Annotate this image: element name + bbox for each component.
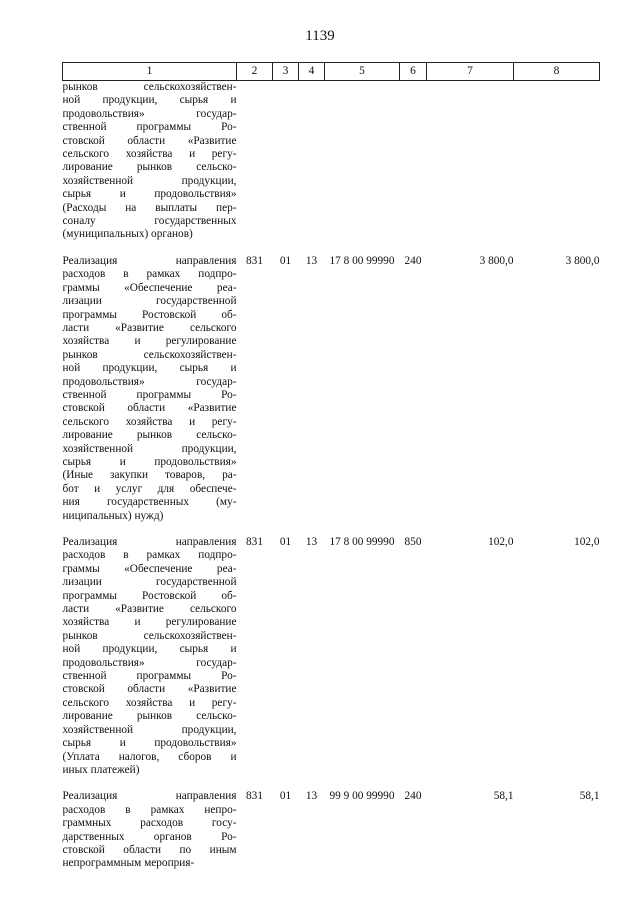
description-line: ственной программы Ро-: [62, 121, 237, 134]
description-line: продовольствия» государ-: [62, 375, 237, 388]
column-header: 1: [63, 63, 237, 81]
row-description: [63, 255, 237, 523]
description-line: ния государственных (му-: [62, 496, 237, 509]
description-line: сырья и продовольствия»: [62, 737, 237, 750]
description-line: лирование рынков сельско-: [62, 161, 237, 174]
row-spacer: [63, 523, 600, 536]
cell-col4: 13: [305, 790, 318, 803]
description-line: ной продукции, сырья и: [62, 362, 237, 375]
description-line: (муниципальных) органов): [62, 228, 193, 241]
table-row: [63, 255, 600, 523]
description-line: расходов в рамках подпро-: [62, 268, 237, 281]
column-header: 4: [299, 63, 325, 81]
cell-col5: [325, 81, 400, 242]
cell-col8: 3 800,0: [565, 254, 600, 267]
description-line: иных платежей): [62, 763, 140, 776]
cell-col4: 13: [305, 254, 318, 267]
row-description: [63, 81, 237, 242]
description-line: сельского хозяйства и регу-: [62, 696, 237, 709]
cell-col3: [273, 81, 299, 242]
cell-col3: 01: [279, 254, 292, 267]
column-header: 2: [237, 63, 273, 81]
description-line: продовольствия» государ-: [62, 656, 237, 669]
description-line: лизации государственной: [62, 576, 237, 589]
description-line: сырья и продовольствия»: [62, 455, 237, 468]
description-line: стовской области «Развитие: [62, 402, 237, 415]
column-header: 3: [273, 63, 299, 81]
description-line: ниципальных) нужд): [62, 509, 164, 522]
description-line: хозяйственной продукции,: [62, 723, 237, 736]
cell-col6: [400, 81, 427, 242]
description-line: Реализация направления: [62, 536, 237, 548]
column-header: 6: [400, 63, 427, 81]
description-line: ной продукции, сырья и: [62, 643, 237, 656]
description-line: продовольствия» государ-: [62, 107, 237, 120]
budget-table: [62, 62, 600, 871]
row-spacer: [63, 242, 600, 255]
cell-col8: 102,0: [574, 536, 600, 548]
description-line: ной продукции, сырья и: [62, 94, 237, 107]
row-description: [63, 536, 237, 777]
cell-col2: 831: [246, 536, 263, 548]
cell-col6: 240: [404, 254, 422, 267]
description-line: сырья и продовольствия»: [62, 188, 237, 201]
cell-col3: 01: [279, 536, 292, 548]
column-header: 8: [514, 63, 600, 81]
row-spacer-cell: [63, 777, 600, 790]
description-line: непрограммным мероприя-: [62, 857, 195, 870]
row-description: [63, 790, 237, 870]
cell-col7: [427, 81, 514, 242]
description-line: рынков сельскохозяйствен-: [62, 348, 237, 361]
page-number: 1139: [305, 28, 335, 44]
description-line: хозяйства и регулирование: [62, 335, 237, 348]
description-line: расходов в рамках непро-: [62, 803, 237, 816]
description-line: граммы «Обеспечение реа-: [62, 281, 237, 294]
row-spacer: [63, 777, 600, 790]
description-line: дарственных органов Ро-: [62, 830, 237, 843]
description-line: расходов в рамках подпро-: [62, 549, 237, 562]
description-line: лизации государственной: [62, 295, 237, 308]
description-line: хозяйственной продукции,: [62, 442, 237, 455]
description-line: ласти «Развитие сельского: [62, 321, 237, 334]
cell-col4: [299, 81, 325, 242]
description-line: граммы «Обеспечение реа-: [62, 562, 237, 575]
row-spacer-cell: [63, 242, 600, 255]
description-line: стовской области «Развитие: [62, 683, 237, 696]
cell-col8: 58,1: [579, 790, 600, 803]
column-header: 7: [427, 63, 514, 81]
cell-col3: 01: [279, 790, 292, 803]
description-line: бот и услуг для обеспече-: [62, 482, 237, 495]
table-body: [63, 81, 600, 871]
description-line: ственной программы Ро-: [62, 388, 237, 401]
cell-col5: 17 8 00 99990: [329, 536, 395, 548]
description-line: (Уплата налогов, сборов и: [62, 750, 237, 763]
column-header: 5: [325, 63, 400, 81]
description-line: Реализация направления: [62, 790, 237, 803]
cell-col4: 13: [305, 536, 318, 548]
description-line: хозяйственной продукции,: [62, 174, 237, 187]
table-row: [63, 790, 600, 870]
cell-col2: [237, 81, 273, 242]
description-line: (Иные закупки товаров, ра-: [62, 469, 237, 482]
table-row: [63, 81, 600, 242]
cell-col7: 58,1: [493, 790, 514, 803]
description-line: ственной программы Ро-: [62, 670, 237, 683]
cell-col7: 102,0: [488, 536, 514, 548]
description-line: рынков сельскохозяйствен-: [62, 629, 237, 642]
row-spacer-cell: [63, 523, 600, 536]
cell-col8: [514, 81, 600, 242]
description-line: граммных расходов госу-: [62, 817, 237, 830]
description-line: стовской области по иным: [62, 843, 237, 856]
description-line: стовской области «Развитие: [62, 134, 237, 147]
description-line: сельского хозяйства и регу-: [62, 415, 237, 428]
cell-col6: 240: [404, 790, 422, 803]
description-line: (Расходы на выплаты пер-: [62, 201, 237, 214]
description-line: лирование рынков сельско-: [62, 710, 237, 723]
cell-col7: 3 800,0: [479, 254, 514, 267]
description-line: Реализация направления: [62, 254, 237, 267]
table-row: [63, 536, 600, 777]
description-line: рынков сельскохозяйствен-: [62, 81, 237, 93]
description-line: ласти «Развитие сельского: [62, 603, 237, 616]
table-header-row: [63, 63, 600, 81]
description-line: сельского хозяйства и регу-: [62, 148, 237, 161]
description-line: соналу государственных: [62, 215, 237, 228]
cell-col2: 831: [246, 790, 263, 803]
description-line: программы Ростовской об-: [62, 589, 237, 602]
cell-col5: 99 9 00 99990: [329, 790, 395, 803]
description-line: программы Ростовской об-: [62, 308, 237, 321]
cell-col6: 850: [404, 536, 422, 548]
description-line: лирование рынков сельско-: [62, 429, 237, 442]
description-line: хозяйства и регулирование: [62, 616, 237, 629]
cell-col5: 17 8 00 99990: [329, 254, 395, 267]
cell-col2: 831: [246, 254, 263, 267]
